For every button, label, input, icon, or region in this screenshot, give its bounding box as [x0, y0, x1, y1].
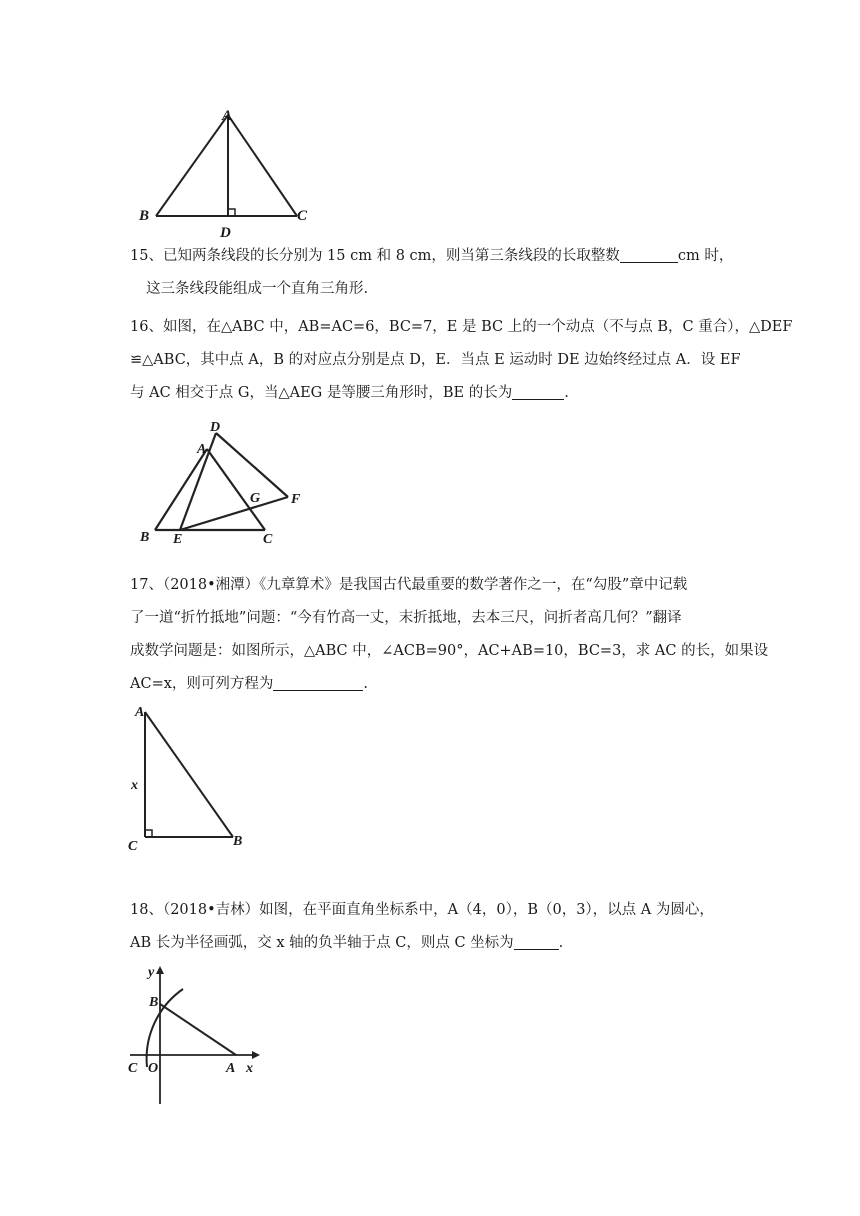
- label-x: x: [246, 1061, 253, 1076]
- question-16-line-2: ≌△ABC，其中点 A，B 的对应点分别是点 D，E．当点 E 运动时 DE 边始终经过点 A．设 EF: [130, 352, 741, 368]
- segment-ac: [228, 115, 297, 216]
- label-a: A: [222, 108, 233, 124]
- label-a: A: [197, 442, 207, 457]
- question-18: [130, 894, 730, 960]
- question-16-line-3: [130, 377, 730, 410]
- segment-ab: [156, 115, 228, 216]
- label-b: B: [149, 995, 159, 1010]
- answer-blank-15: [620, 246, 678, 263]
- question-17: [130, 569, 769, 701]
- segment-ac: [207, 449, 265, 530]
- label-c: C: [128, 839, 138, 854]
- label-g: G: [250, 491, 261, 506]
- right-angle-mark: [228, 209, 235, 216]
- question-17-line-4: [130, 668, 730, 701]
- question-18-line-1: 18、（2018•吉林）如图，在平面直角坐标系中，A（4，0），B（0，3），以点 A 为圆心，: [130, 902, 714, 918]
- question-18-line-2: [130, 927, 730, 960]
- label-c: C: [128, 1061, 138, 1076]
- question-17-line-1: 17、（2018•湘潭）《九章算术》是我国古代最重要的数学著作之一，在“勾股”章中记载: [130, 577, 688, 593]
- question-17-text-b: .: [363, 676, 369, 692]
- label-y: y: [148, 965, 155, 980]
- answer-blank-17: [273, 674, 363, 691]
- segment-df: [216, 433, 288, 497]
- figure-triangle-abc-altitude: [130, 100, 330, 240]
- right-angle-mark: [145, 830, 152, 837]
- label-e: E: [173, 532, 183, 547]
- segment-ab: [155, 449, 207, 530]
- segment-ef: [180, 497, 288, 530]
- label-d: D: [210, 420, 221, 435]
- segment-ab: [145, 712, 233, 837]
- figure-coordinate-arc: [126, 962, 276, 1112]
- label-x: x: [131, 778, 138, 793]
- question-17-line-3: 成数学问题是：如图所示，△ABC 中，∠ACB=90°，AC+AB=10，BC=3，求 AC 的长，如果设: [130, 643, 769, 659]
- label-a: A: [226, 1061, 236, 1076]
- label-o: O: [148, 1061, 159, 1076]
- figure-right-triangle-bamboo: [128, 700, 268, 860]
- figure-triangles-abc-def: [130, 415, 330, 550]
- label-b: B: [139, 208, 150, 224]
- question-15-line-1: [130, 240, 734, 273]
- answer-blank-18: [514, 933, 559, 950]
- question-16-line-1: 16、如图，在△ABC 中，AB=AC=6，BC=7，E 是 BC 上的一个动点（不与点 B，C 重合），△DEF: [130, 319, 793, 335]
- question-15-text-b: cm 时，: [677, 248, 734, 264]
- label-a: A: [135, 705, 145, 720]
- label-b: B: [233, 834, 243, 849]
- label-b: B: [140, 530, 150, 545]
- label-d: D: [220, 225, 231, 241]
- question-18-text-b: .: [558, 935, 564, 951]
- label-c: C: [263, 532, 273, 547]
- answer-blank-16: [512, 383, 564, 400]
- question-18-text-a: AB 长为半径画弧，交 x 轴的负半轴于点 C，则点 C 坐标为: [130, 935, 514, 951]
- question-16-text-b: .: [564, 385, 569, 401]
- question-17-text-a: AC=x，则可列方程为: [130, 676, 274, 692]
- question-17-line-2: 了一道“折竹抵地”问题：“今有竹高一丈，末折抵地，去本三尺，问折者高几何？”翻译: [130, 610, 682, 626]
- label-f: F: [291, 492, 301, 507]
- label-c: C: [297, 208, 308, 224]
- question-16: [130, 311, 793, 410]
- segment-ab: [160, 1004, 236, 1055]
- question-15-line-2: 这三条线段能组成一个直角三角形.: [146, 281, 369, 297]
- question-16-text-a: 与 AC 相交于点 G，当△AEG 是等腰三角形时，BE 的长为: [130, 385, 513, 401]
- question-15-text-a: 15、已知两条线段的长分别为 15 cm 和 8 cm，则当第三条线段的长取整数: [130, 248, 620, 264]
- question-15: [130, 240, 734, 306]
